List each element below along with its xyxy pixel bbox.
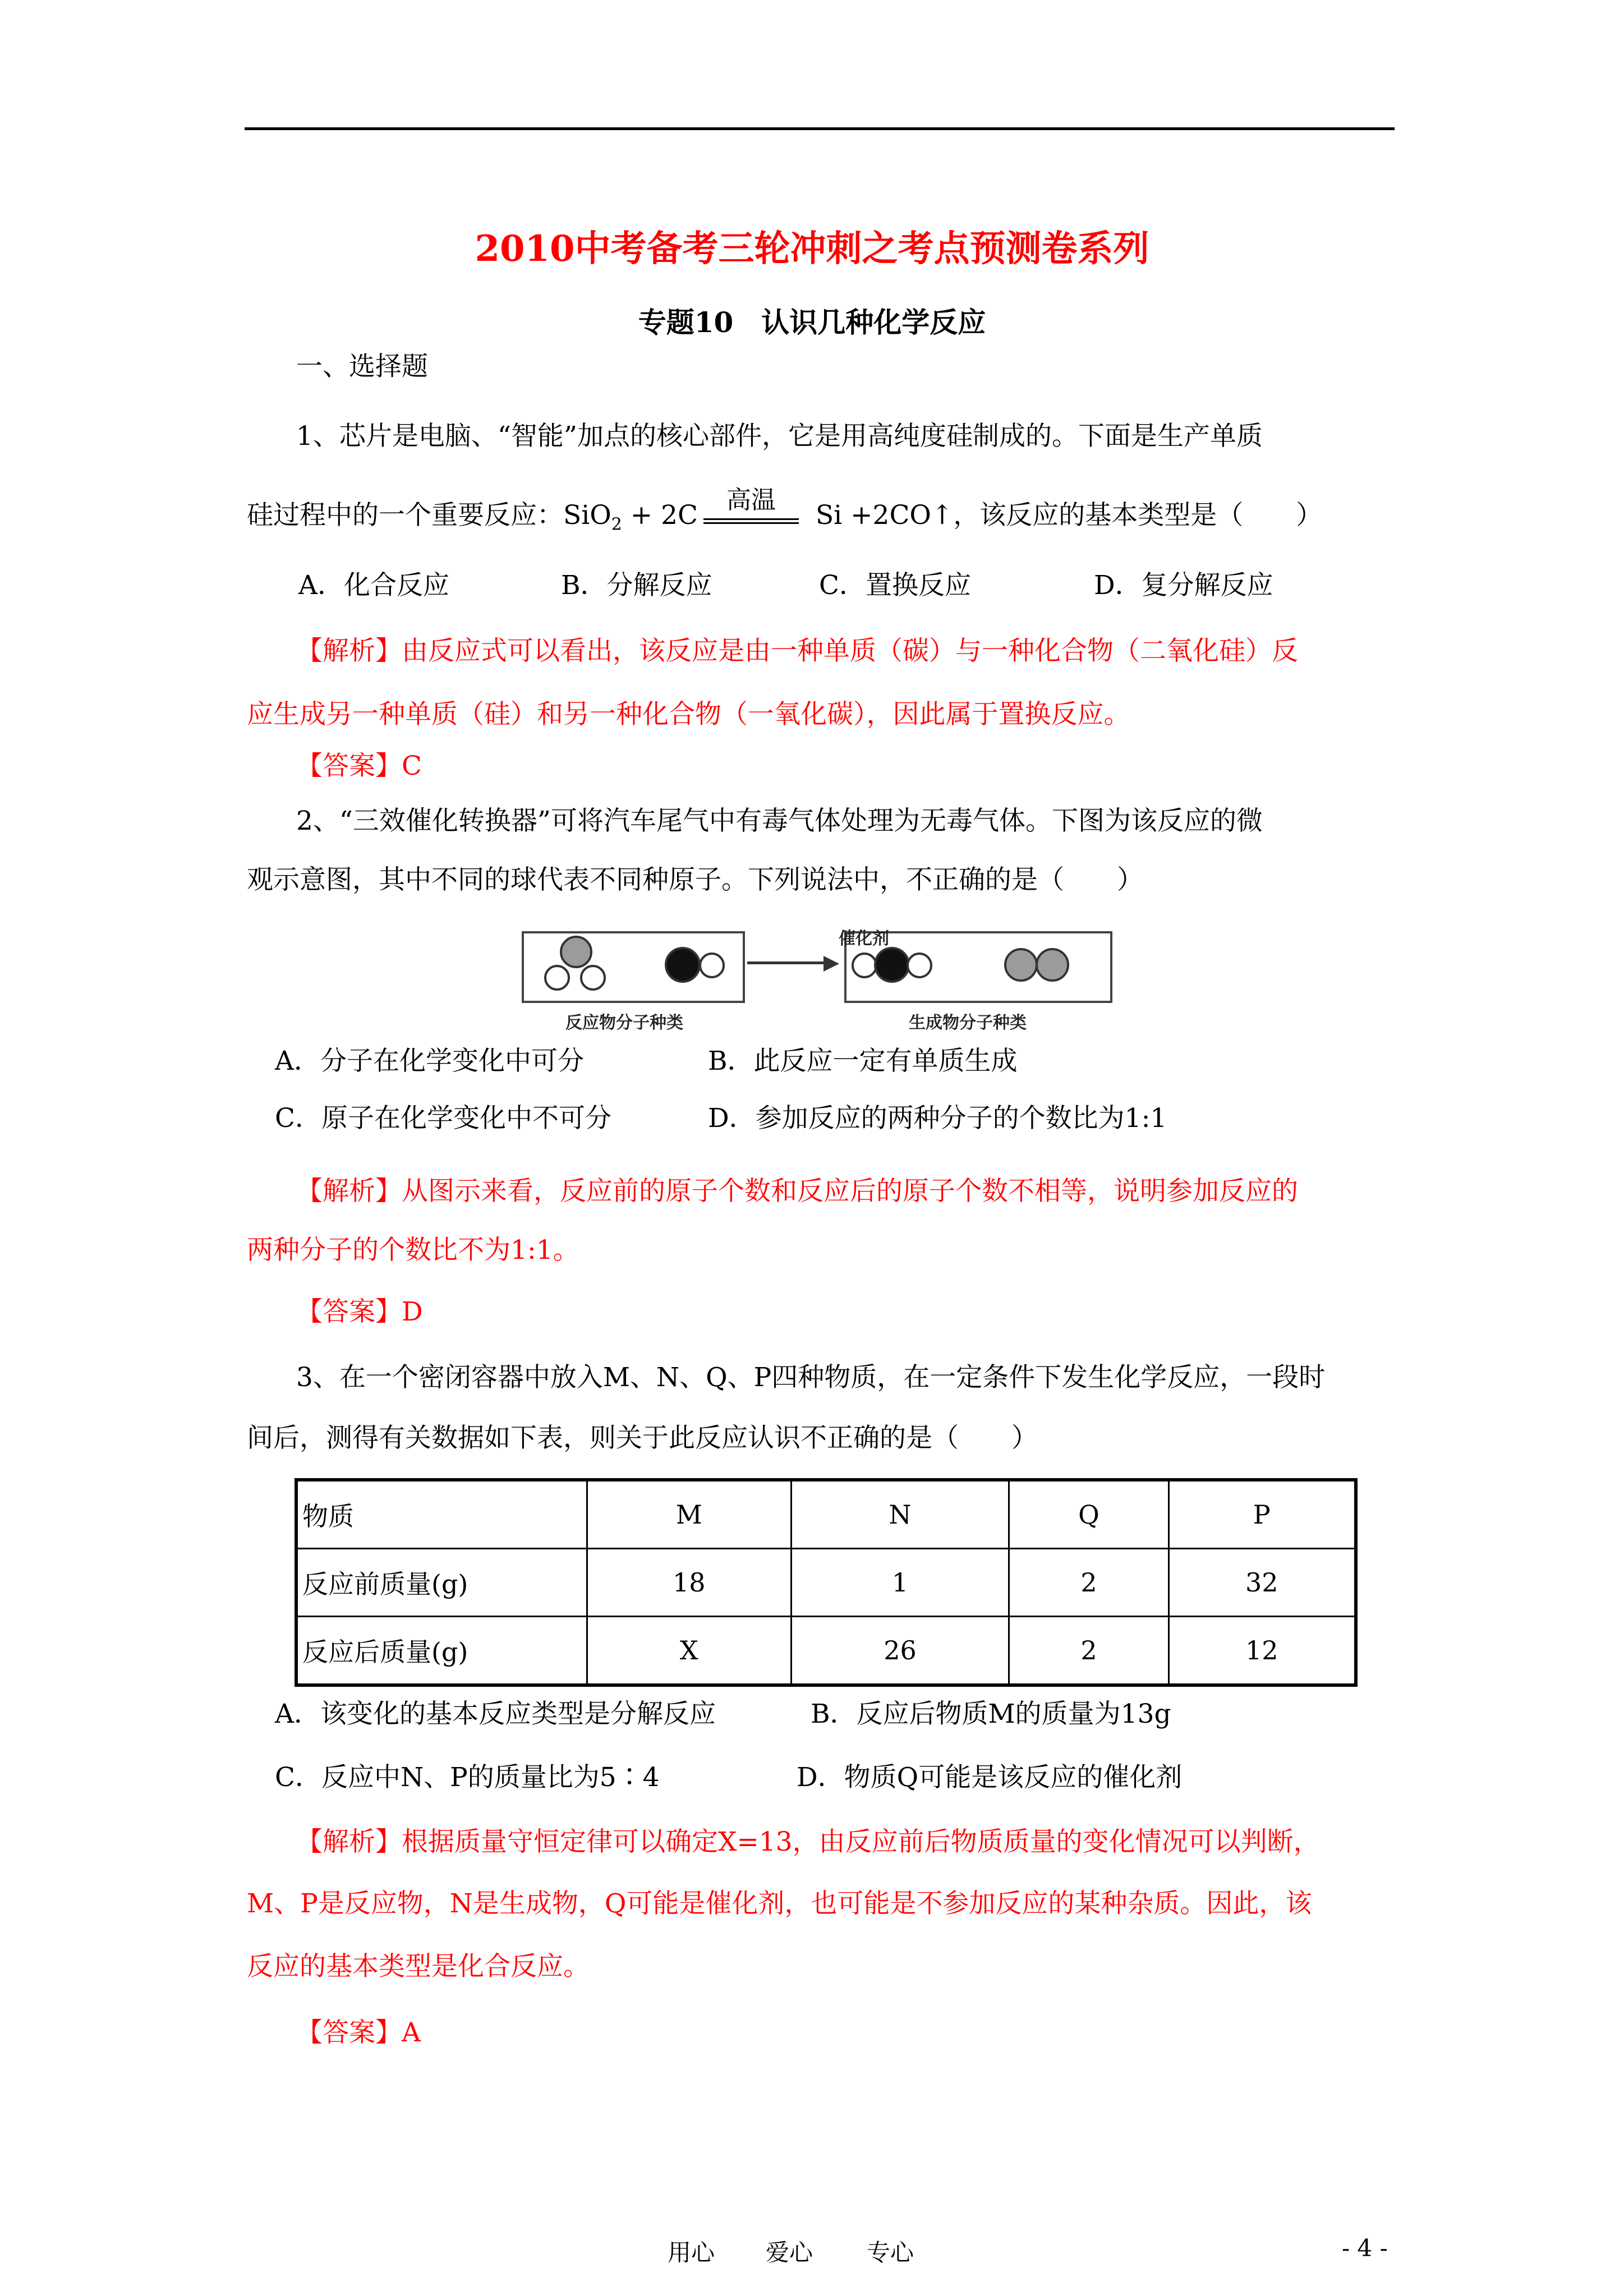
q1-analysis-line1: 【解析】由反应式可以看出，该反应是由一种单质（碳）与一种化合物（二氧化硅）反 bbox=[296, 636, 1298, 666]
page-subtitle: 专题10 认识几种化学反应 bbox=[638, 306, 986, 339]
q2-stem-line1: 2、“三效催化转换器”可将汽车尾气中有毒气体处理为无毒气体。下图为该反应的微 bbox=[296, 806, 1263, 836]
section-heading: 一、选择题 bbox=[296, 351, 428, 382]
white-atom bbox=[580, 965, 606, 991]
arrow-head bbox=[823, 956, 839, 972]
q2-analysis-line1: 【解析】从图示来看，反应前的原子个数和反应后的原子个数不相等，说明参加反应的 bbox=[296, 1176, 1298, 1207]
gray-atom bbox=[1004, 948, 1038, 982]
table-cell: 32 bbox=[1168, 1549, 1356, 1617]
table-cell: 18 bbox=[587, 1549, 791, 1617]
q2-option-d: D．参加反应的两种分子的个数比为1:1 bbox=[708, 1103, 1167, 1134]
table-cell: 1 bbox=[791, 1549, 1009, 1617]
table-cell: N bbox=[791, 1480, 1009, 1549]
q2-option-a: A．分子在化学变化中可分 bbox=[275, 1046, 584, 1076]
page-title: 2010中考备考三轮冲刺之考点预测卷系列 bbox=[475, 228, 1149, 270]
reactants-label: 反应物分子种类 bbox=[565, 1013, 683, 1033]
white-atom bbox=[907, 953, 932, 978]
table-cell: 物质 bbox=[296, 1480, 587, 1549]
q1-option-d: D．复分解反应 bbox=[1094, 570, 1273, 601]
q3-stem-line1: 3、在一个密闭容器中放入M、N、Q、P四种物质，在一定条件下发生化学反应，一段时 bbox=[296, 1362, 1326, 1393]
table-cell: 反应后质量(g) bbox=[296, 1617, 587, 1686]
white-atom bbox=[699, 953, 725, 978]
q3-option-a: A．该变化的基本反应类型是分解反应 bbox=[275, 1699, 716, 1729]
table-cell: 12 bbox=[1168, 1617, 1356, 1686]
q2-stem-line2: 观示意图，其中不同的球代表不同种原子。下列说法中，不正确的是（ ） bbox=[247, 864, 1143, 895]
q3-option-c: C．反应中N、P的质量比为5∶4 bbox=[275, 1762, 660, 1793]
q3-analysis-line3: 反应的基本类型是化合反应。 bbox=[247, 1951, 590, 1982]
q1-option-c: C．置换反应 bbox=[819, 570, 971, 601]
q3-analysis-line1: 【解析】根据质量守恒定律可以确定X=13，由反应前后物质质量的变化情况可以判断， bbox=[296, 1826, 1320, 1857]
reaction-diagram bbox=[522, 924, 1114, 1037]
table-cell: M bbox=[587, 1480, 791, 1549]
white-atom bbox=[544, 965, 570, 991]
black-atom bbox=[665, 947, 701, 983]
q3-stem-line2: 间后，测得有关数据如下表，则关于此反应认识不正确的是（ ） bbox=[247, 1423, 1038, 1453]
q3-option-b: B．反应后物质M的质量为13g bbox=[811, 1699, 1171, 1729]
page-number: - 4 - bbox=[1342, 2234, 1388, 2262]
table-row bbox=[296, 1549, 1356, 1617]
q2-analysis-line2: 两种分子的个数比不为1:1。 bbox=[247, 1235, 579, 1266]
table-cell: P bbox=[1168, 1480, 1356, 1549]
table-cell: 2 bbox=[1009, 1617, 1168, 1686]
q1-analysis-line2: 应生成另一种单质（硅）和另一种化合物（一氧化碳），因此属于置换反应。 bbox=[247, 699, 1130, 730]
q1-stem-line1: 1、芯片是电脑、“智能”加点的核心部件，它是用高纯度硅制成的。下面是生产单质 bbox=[296, 421, 1263, 452]
table-cell: 2 bbox=[1009, 1549, 1168, 1617]
gray-atom bbox=[560, 936, 592, 968]
catalyst-text: 催化剂 bbox=[839, 929, 889, 949]
footer-motto-1: 用心 bbox=[668, 2239, 715, 2266]
q3-analysis-line2: M、P是反应物，N是生成物，Q可能是催化剂，也可能是不参加反应的某种杂质。因此，该 bbox=[247, 1888, 1312, 1919]
q3-option-d: D．物质Q可能是该反应的催化剂 bbox=[797, 1762, 1183, 1793]
table-cell: 反应前质量(g) bbox=[296, 1549, 587, 1617]
q3-answer: 【答案】A bbox=[296, 2017, 421, 2048]
reaction-condition: 高温 bbox=[703, 508, 799, 524]
reaction-arrow bbox=[747, 961, 826, 964]
mass-table bbox=[295, 1478, 1358, 1687]
footer-motto-3: 专心 bbox=[867, 2239, 914, 2266]
footer-motto-2: 爱心 bbox=[766, 2239, 813, 2266]
q2-option-b: B．此反应一定有单质生成 bbox=[708, 1046, 1018, 1076]
table-cell: X bbox=[587, 1617, 791, 1686]
q1-option-b: B．分解反应 bbox=[561, 570, 712, 601]
black-atom bbox=[874, 947, 910, 983]
header-rule bbox=[245, 127, 1395, 130]
table-cell: Q bbox=[1009, 1480, 1168, 1549]
q1-stem-line2: 硅过程中的一个重要反应：SiO$_2$ + 2C 高温 Si +2CO↑，该反应的基本类型是（ ） bbox=[247, 486, 1323, 535]
q2-option-c: C．原子在化学变化中不可分 bbox=[275, 1103, 611, 1134]
gray-atom bbox=[1036, 948, 1069, 982]
q1-answer: 【答案】C bbox=[296, 751, 422, 781]
products-label: 生成物分子种类 bbox=[909, 1013, 1027, 1033]
q1-option-a: A．化合反应 bbox=[298, 570, 449, 601]
table-cell: 26 bbox=[791, 1617, 1009, 1686]
table-header-row bbox=[296, 1480, 1356, 1549]
q2-answer: 【答案】D bbox=[296, 1296, 423, 1327]
table-row bbox=[296, 1617, 1356, 1686]
